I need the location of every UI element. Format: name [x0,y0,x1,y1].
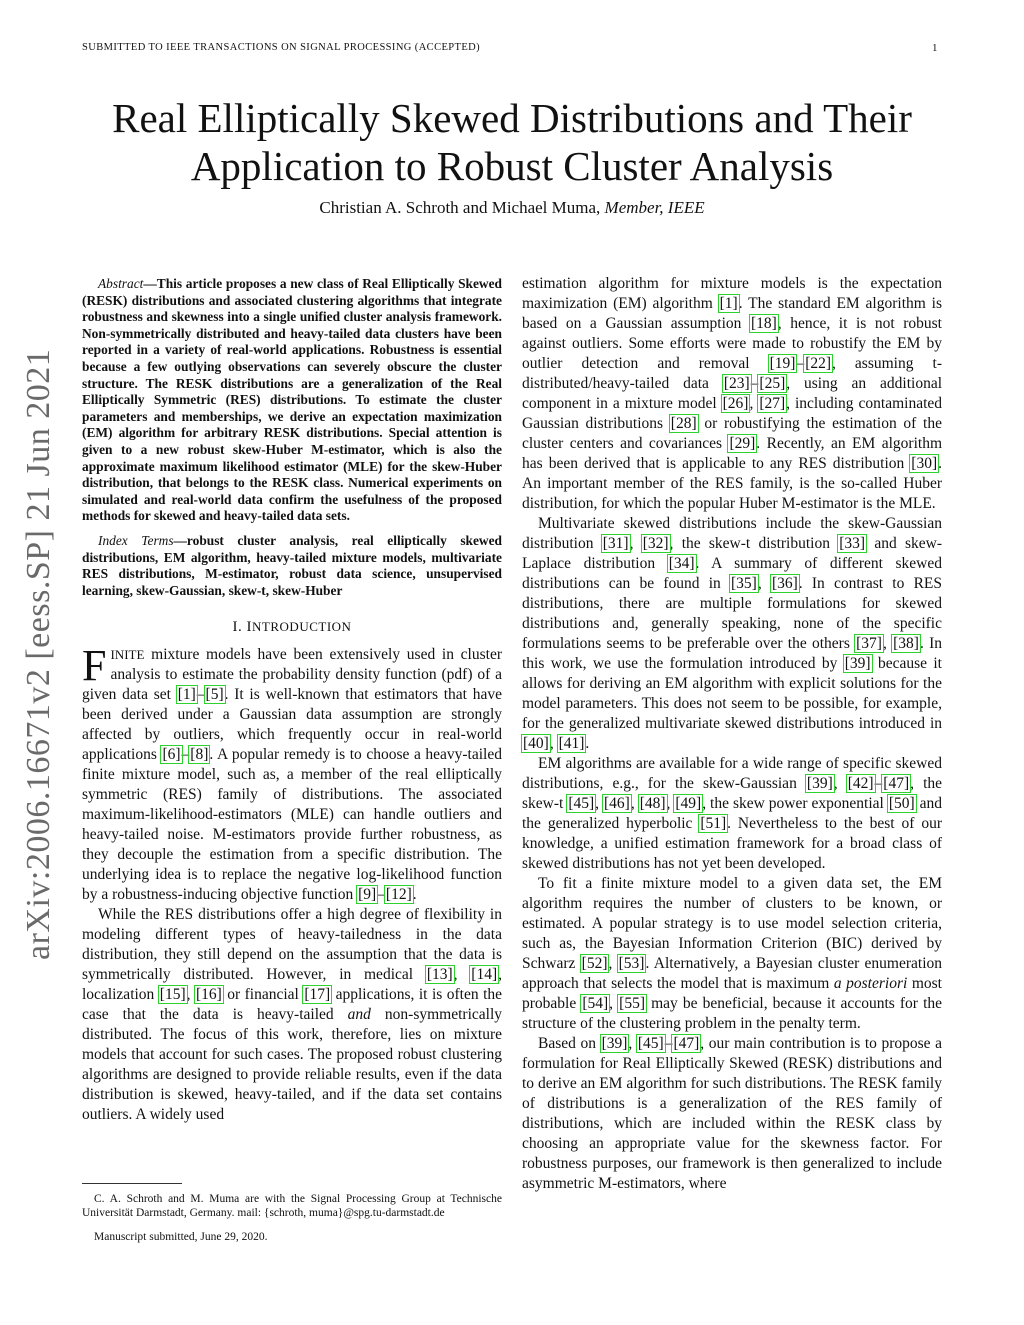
right-paragraph-3: EM algorithms are available for a wide range of specific skewed distributions, e.g., for the skew-Gaussian [39], [42]–[47], the skew-t [45], [46], [48], [49], the skew power exponential [50] and the generalized hyperbolic [51]. Nevertheless to the best of our knowledge, a unified estimation framework for a broad class of skewed distributions has not yet been developed. [522,755,943,872]
citation-link[interactable]: [46] [604,795,630,812]
right-paragraph-1: estimation algorithm for mixture models is the expectation maximization (EM) algorithm [1]. The standard EM algorithm is based on a Gaussian assumption [18], hence, it is not robust against outliers. Some efforts were made to robustify the EM by outlier detection and removal [19]–[22], assuming t-distributed/heavy-tailed data [23]–[25], using an additional component in a mixture model [26], [27], including contaminated Gaussian distributions [28] or robustifying the estimation of the cluster centers and covariances [29]. Recently, an EM algorithm has been derived that is applicable to any RES distribution [30]. An important member of the RES family, is the so-called Huber distribution, for which the popular Huber M-estimator is the MLE. [522,275,943,512]
citation-link[interactable]: [45] [568,795,595,812]
citation-link[interactable]: [31] [602,535,629,552]
footnote-rule [82,1183,182,1184]
citation-link[interactable]: [48] [639,795,666,812]
left-column [82,276,502,1125]
right-paragraph-5: Based on [39], [45]–[47], our main contribution is to propose a formulation for Real Elliptically Skewed (RESK) distributions and to derive an EM algorithm for such distributions. The RESK family of distributions is a generalization of the RES family of distributions, which are included within the RESK class by choosing an appropriate value for the skewness factor. For robustness purposes, our framework is then generalized to include asymmetric M-estimators, where [522,1035,942,1192]
citation-link[interactable]: [33] [839,535,866,552]
citation-link[interactable]: [51] [700,815,727,832]
citation-link[interactable]: [40] [523,735,549,752]
citation-link[interactable]: [12] [385,886,412,904]
right-paragraph-2: Multivariate skewed distributions include the skew-Gaussian distribution [31], [32], the skew-t distribution [33] and skew-Laplace distribution [34]. A summary of different skewed distributions can be found in [35], [36]. In contrast to RES distributions, there are multiple formulations for skewed distributions and, generally speaking, none of the specific formulations seems to be preferable over the others [37], [38]. In this work, we use the formulation introduced by [39] because it allows for deriving an EM algorithm with explicit solutions for the model parameters. This does not seem to be possible, for example, for the generalized multivariate skewed distributions introduced in [40], [41]. [522,515,943,752]
citation-link[interactable]: [6] [162,746,181,764]
intro-paragraph-2: While the RES distributions offer a high degree of flexibility in modeling different types of heavy-tailedness in the data distribution, they still depend on the assumption that the data is symmetrically distributed. However, in medical [13], [14], localization [15], [16] or financial [17] applications, it is often the case that the data is heavy-tailed and non-symmetrically distributed. The focus of this work, therefore, lies on mixture models that account for such cases. The proposed robust clustering algorithms are designed to provide reliable results, even if the data distribution is skewed, heavy-tailed, and if the data set contains outliers. A widely used [82,906,502,1124]
author-names: Christian A. Schroth and Michael Muma, [319,198,601,217]
citation-link[interactable]: [45] [637,1035,664,1052]
right-paragraph-4: To fit a finite mixture model to a given data set, the EM algorithm requires the number of clusters to be known, or estimated. A popular strategy is to use model selection criteria, such as, the Bayesian Information Criterion (BIC) derived by Schwarz [52], [53]. Alternatively, a Bayesian cluster enumeration approach that selects the model that is maximum a posteriori most probable [54], [55] may be beneficial, because it accounts for the structure of the clustering problem in the penalty term. [522,875,942,1032]
citation-link[interactable]: [38] [893,635,919,652]
footnote [82,1192,502,1244]
index-terms-text: —robust cluster analysis, real elliptically skewed distributions, EM algorithm, heavy-tailed mixture models, multivariate RES distributions, M-estimator, robust data science, unsupervised learning, skew-Gaussian, skew-t, skew-Huber [82,532,502,598]
citation-link[interactable]: [47] [673,1035,700,1052]
citation-link[interactable]: [47] [883,775,910,792]
citation-link[interactable]: [27] [759,395,786,412]
citation-link[interactable]: [39] [806,775,833,792]
intro-paragraph-1: FINITE mixture models have been extensively used in cluster analysis to estimate the probability density function (pdf) of a given data set [1]–[5]. It is well-known that estimators that have been derived under a Gaussian data assumption are strongly affected by outliers, which frequently occur in real-world applications [6]–[8]. A popular remedy is to choose a heavy-tailed finite mixture model, such as, a member of the real elliptically symmetric (RES) family of distributions. The associated maximum-likelihood-estimators (MLE) can handle outliers and heavy-tailed noise. M-estimators provide further robustness, as they decouple the estimation from a specific distribution. The underlying idea is to replace the negative log-likelihood function by a robustness-inducing objective function [9]–[12]. [82,641,502,904]
citation-link[interactable]: [34] [668,555,695,572]
citation-link[interactable]: [25] [759,375,786,392]
citation-link[interactable]: [16] [195,986,222,1004]
page-number: 1 [932,42,938,54]
index-terms-lead: Index Terms [98,532,174,548]
citation-link[interactable]: [49] [675,795,702,812]
running-header: SUBMITTED TO IEEE TRANSACTIONS ON SIGNAL PROCESSING (ACCEPTED) [82,42,481,53]
citation-link[interactable]: [30] [911,455,938,472]
citation-link[interactable]: [35] [731,575,757,592]
citation-link[interactable]: [53] [618,955,645,972]
drop-cap: F [82,641,107,691]
citation-link[interactable]: [26] [722,395,749,412]
citation-link[interactable]: [39] [844,655,871,672]
citation-link[interactable]: [9] [358,886,377,904]
citation-link[interactable]: [13] [426,966,453,984]
citation-link[interactable]: [8] [190,746,209,764]
citation-link[interactable]: [50] [888,795,915,812]
footnote-manuscript: Manuscript submitted, June 29, 2020. [94,1231,268,1243]
citation-link[interactable]: [41] [558,735,585,752]
footnote-affiliation: C. A. Schroth and M. Muma are with the Signal Processing Group at Technische Universität Darmstadt, Germany. mail: {schroth, muma}@spg.tu-darmstadt.de [82,1193,502,1219]
arxiv-stamp: arXiv:2006.16671v2 [eess.SP] 21 Jun 2021 [20,348,57,960]
citation-link[interactable]: [18] [750,315,777,332]
authors [82,198,942,218]
author-membership: Member, IEEE [604,198,705,217]
citation-link[interactable]: [1] [177,686,196,704]
citation-link[interactable]: [37] [856,635,882,652]
citation-link[interactable]: [15] [159,986,186,1004]
citation-link[interactable]: [29] [729,435,756,452]
citation-link[interactable]: [52] [581,955,608,972]
paper-title [82,94,942,190]
index-terms [82,533,502,599]
citation-link[interactable]: [1] [719,295,738,312]
citation-link[interactable]: [22] [805,355,832,372]
abstract-lead: Abstract [98,276,144,291]
citation-link[interactable]: [14] [471,966,498,984]
abstract-text: —This article proposes a new class of Real Elliptically Skewed (RESK) distributions and associated clustering algorithms that integrate robustness and skewness into a single unified cluster analysis framework. Non-symmetrically distributed and heavy-tailed data clusters have been reported in a variety of real-world applications. Robustness is essential because a few outlying observations can severely obscure the cluster structure. The RESK distributions are a generalization of the Real Elliptically Symmetric (RES) distributions. To estimate the cluster parameters and memberships, we derive an expectation maximization (EM) algorithm for arbitrary RESK distributions. Special attention is given to a new robust skew-Huber M-estimator, which is also the approximate maximum likelihood estimator (MLE) for the skew-Huber distribution, that belongs to the RESK class. Numerical experiments on simulated and real-world data confirm the usefulness of the proposed methods for skewed and heavy-tailed data sets. [82,276,502,524]
citation-link[interactable]: [19] [769,355,796,372]
right-column [522,274,942,1194]
title-line-2: Application to Robust Cluster Analysis [190,143,834,189]
citation-link[interactable]: [55] [619,995,645,1012]
abstract [82,276,502,525]
citation-link[interactable]: [54] [582,995,609,1012]
section-heading-introduction: I. INTRODUCTION [232,619,352,636]
citation-link[interactable]: [36] [771,575,798,592]
citation-link[interactable]: [23] [723,375,750,392]
citation-link[interactable]: [39] [601,1035,628,1052]
citation-link[interactable]: [5] [205,686,224,704]
citation-link[interactable]: [42] [847,775,874,792]
citation-link[interactable]: [17] [304,986,331,1004]
title-line-1: Real Elliptically Skewed Distributions and Their [112,95,912,141]
citation-link[interactable]: [28] [670,415,697,432]
citation-link[interactable]: [32] [642,535,669,552]
